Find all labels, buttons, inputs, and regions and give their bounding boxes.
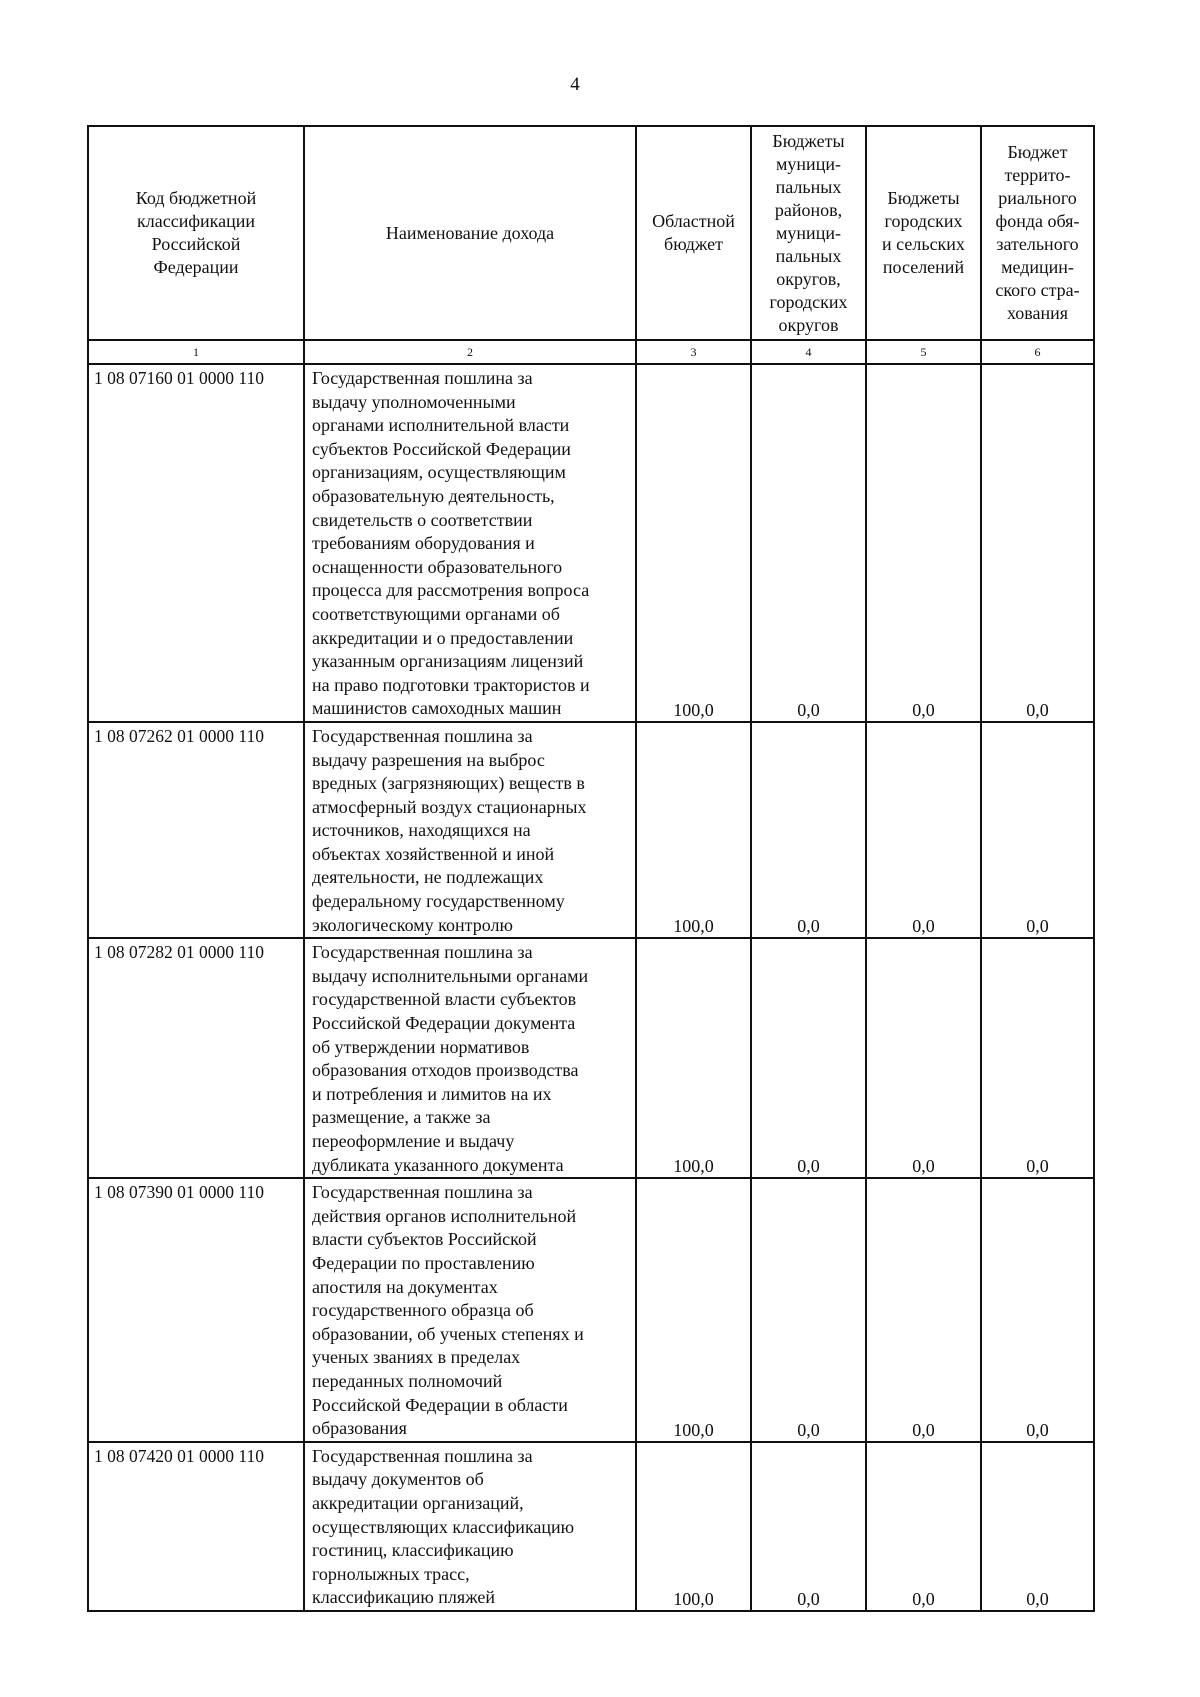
- header-line: Код бюджетной: [135, 188, 257, 208]
- revenue-distribution-table: [87, 125, 1095, 1612]
- table-row: [88, 1178, 1094, 1442]
- revenue-name-line: процесса для рассмотрения вопроса: [312, 580, 590, 601]
- revenue-name-line: свидетельств о соответствии: [312, 509, 533, 530]
- header-line: округов,: [776, 268, 841, 289]
- revenue-name-line: выдачу исполнительными органами: [312, 965, 589, 986]
- revenue-name-line: объектах хозяйственной и иной: [312, 843, 555, 864]
- revenue-name-line: машинистов самоходных машин: [312, 698, 562, 719]
- revenue-name-line: источников, находящихся на: [312, 820, 531, 841]
- header-settlement-budgets: [866, 126, 981, 340]
- revenue-name-line: органами исполнительной власти: [312, 415, 570, 436]
- table-row: [88, 364, 1094, 722]
- table-row: [88, 938, 1094, 1178]
- revenue-name-line: аккредитации и о предоставлении: [312, 627, 574, 648]
- header-line: пальных: [775, 245, 842, 266]
- medical-insurance-value: 0,0: [981, 722, 1094, 938]
- revenue-name: [304, 364, 636, 722]
- column-number: 2: [304, 340, 636, 364]
- column-number: 4: [751, 340, 866, 364]
- header-line: и сельских: [882, 234, 965, 254]
- revenue-name-line: образования: [312, 1418, 407, 1439]
- header-line: муници-: [776, 222, 841, 243]
- regional-budget-value: 100,0: [636, 938, 751, 1178]
- header-line: бюджет: [664, 234, 723, 254]
- column-number: 3: [636, 340, 751, 364]
- revenue-name-line: государственного образца об: [312, 1300, 534, 1321]
- table-row: [88, 1442, 1094, 1611]
- budget-classification-code: 1 08 07282 01 0000 110: [88, 938, 304, 1178]
- regional-budget-value: 100,0: [636, 364, 751, 722]
- revenue-name-line: дубликата указанного документа: [312, 1154, 564, 1175]
- header-line: муници-: [776, 153, 841, 174]
- column-number-row: [88, 340, 1094, 364]
- municipal-budgets-value: 0,0: [751, 364, 866, 722]
- header-line: террито-: [1004, 165, 1071, 185]
- header-line: хования: [1006, 303, 1069, 323]
- revenue-name-line: власти субъектов Российской: [312, 1229, 537, 1250]
- header-line: ского стра-: [995, 280, 1080, 300]
- municipal-budgets-value: 0,0: [751, 1442, 866, 1611]
- page-number: 4: [570, 74, 580, 95]
- revenue-name-line: Государственная пошлина за: [312, 1445, 533, 1466]
- revenue-name-line: выдачу уполномоченными: [312, 391, 516, 412]
- header-line: пальных: [775, 176, 842, 197]
- header-code: [88, 126, 304, 340]
- municipal-budgets-value: 0,0: [751, 1178, 866, 1442]
- revenue-name-line: осуществляющих классификацию: [312, 1516, 575, 1537]
- revenue-name-line: требованиям оборудования и: [312, 533, 535, 554]
- budget-classification-code: 1 08 07420 01 0000 110: [88, 1442, 304, 1611]
- revenue-name-line: образовательную деятельность,: [312, 485, 555, 506]
- header-line: Бюджеты: [772, 130, 845, 151]
- revenue-name-line: гостиниц, классификацию: [312, 1540, 514, 1561]
- revenue-name-line: Федерации по проставлению: [312, 1252, 535, 1273]
- revenue-name-line: апостиля на документах: [312, 1276, 498, 1297]
- medical-insurance-value: 0,0: [981, 364, 1094, 722]
- revenue-name: [304, 722, 636, 938]
- revenue-name-line: Государственная пошлина за: [312, 725, 533, 746]
- header-municipal-budgets: [751, 126, 866, 340]
- column-number: 5: [866, 340, 981, 364]
- revenue-name-line: на право подготовки трактористов и: [312, 674, 590, 695]
- header-line: Российской: [151, 234, 241, 254]
- revenue-name-line: переданных полномочий: [312, 1370, 503, 1391]
- municipal-budgets-value: 0,0: [751, 938, 866, 1178]
- revenue-name: [304, 1442, 636, 1611]
- revenue-name-line: об утверждении нормативов: [312, 1036, 530, 1057]
- revenue-name-line: классификацию пляжей: [312, 1587, 496, 1608]
- header-line: медицин-: [1001, 257, 1074, 277]
- revenue-name-line: экологическому контролю: [312, 914, 513, 935]
- revenue-name-line: Государственная пошлина за: [312, 942, 533, 963]
- revenue-name-line: образовании, об ученых степенях и: [312, 1323, 584, 1344]
- header-medical-insurance-fund: [981, 126, 1094, 340]
- revenue-name-line: деятельности, не подлежащих: [312, 867, 544, 888]
- header-line: городских: [769, 291, 848, 312]
- header-line: районов,: [774, 199, 843, 220]
- header-line: фонда обя-: [995, 211, 1080, 231]
- revenue-name: [304, 1178, 636, 1442]
- revenue-name-line: атмосферный воздух стационарных: [312, 796, 587, 817]
- header-row: [88, 126, 1094, 340]
- header-line: Наименование дохода: [385, 222, 555, 243]
- revenue-name-line: организациям, осуществляющим: [312, 462, 566, 483]
- revenue-name-line: горнолыжных трасс,: [312, 1563, 470, 1584]
- revenue-name-line: указанным организациям лицензий: [312, 651, 584, 672]
- medical-insurance-value: 0,0: [981, 938, 1094, 1178]
- revenue-name-line: ученых званиях в пределах: [312, 1347, 521, 1368]
- revenue-name-line: Государственная пошлина за: [312, 1182, 533, 1203]
- revenue-name-line: выдачу документов об: [312, 1469, 484, 1490]
- revenue-name-line: выдачу разрешения на выброс: [312, 749, 545, 770]
- header-line: Федерации: [153, 257, 239, 277]
- header-line: риального: [998, 188, 1077, 208]
- budget-classification-code: 1 08 07160 01 0000 110: [88, 364, 304, 722]
- table-row: [88, 722, 1094, 938]
- revenue-name-line: образования отходов производства: [312, 1060, 579, 1081]
- revenue-name-line: вредных (загрязняющих) веществ в: [312, 773, 585, 794]
- header-line: округов: [778, 314, 839, 335]
- column-number: 1: [88, 340, 304, 364]
- header-line: поселений: [882, 257, 965, 277]
- revenue-name-line: и потребления и лимитов на их: [312, 1083, 552, 1104]
- header-line: зательного: [996, 234, 1079, 254]
- settlement-budgets-value: 0,0: [866, 722, 981, 938]
- revenue-name-line: Государственная пошлина за: [312, 368, 533, 388]
- header-regional-budget: [636, 126, 751, 340]
- regional-budget-value: 100,0: [636, 1442, 751, 1611]
- settlement-budgets-value: 0,0: [866, 1178, 981, 1442]
- regional-budget-value: 100,0: [636, 1178, 751, 1442]
- revenue-name-line: государственной власти субъектов: [312, 989, 577, 1010]
- header-line: Бюджет: [1007, 142, 1068, 162]
- medical-insurance-value: 0,0: [981, 1178, 1094, 1442]
- revenue-name-line: соответствующими органами об: [312, 603, 560, 624]
- header-line: классификации: [137, 211, 255, 231]
- table-body: [88, 364, 1094, 1611]
- revenue-name-line: Российской Федерации в области: [312, 1394, 568, 1415]
- revenue-name-line: переоформление и выдачу: [312, 1131, 515, 1151]
- column-number: 6: [981, 340, 1094, 364]
- municipal-budgets-value: 0,0: [751, 722, 866, 938]
- revenue-name-line: Российской Федерации документа: [312, 1013, 576, 1034]
- budget-classification-code: 1 08 07390 01 0000 110: [88, 1178, 304, 1442]
- revenue-name-line: субъектов Российской Федерации: [312, 438, 571, 459]
- settlement-budgets-value: 0,0: [866, 364, 981, 722]
- medical-insurance-value: 0,0: [981, 1442, 1094, 1611]
- revenue-name-line: размещение, а также за: [312, 1107, 491, 1128]
- settlement-budgets-value: 0,0: [866, 1442, 981, 1611]
- header-line: Областной: [652, 211, 735, 231]
- header-line: Бюджеты: [887, 188, 960, 208]
- header-line: городских: [884, 211, 963, 231]
- revenue-name-line: федеральному государственному: [312, 891, 565, 912]
- regional-budget-value: 100,0: [636, 722, 751, 938]
- header-name: [304, 126, 636, 340]
- revenue-name: [304, 938, 636, 1178]
- revenue-name-line: действия органов исполнительной: [312, 1205, 577, 1226]
- settlement-budgets-value: 0,0: [866, 938, 981, 1178]
- budget-classification-code: 1 08 07262 01 0000 110: [88, 722, 304, 938]
- revenue-name-line: аккредитации организаций,: [312, 1492, 524, 1513]
- revenue-name-line: оснащенности образовательного: [312, 556, 563, 577]
